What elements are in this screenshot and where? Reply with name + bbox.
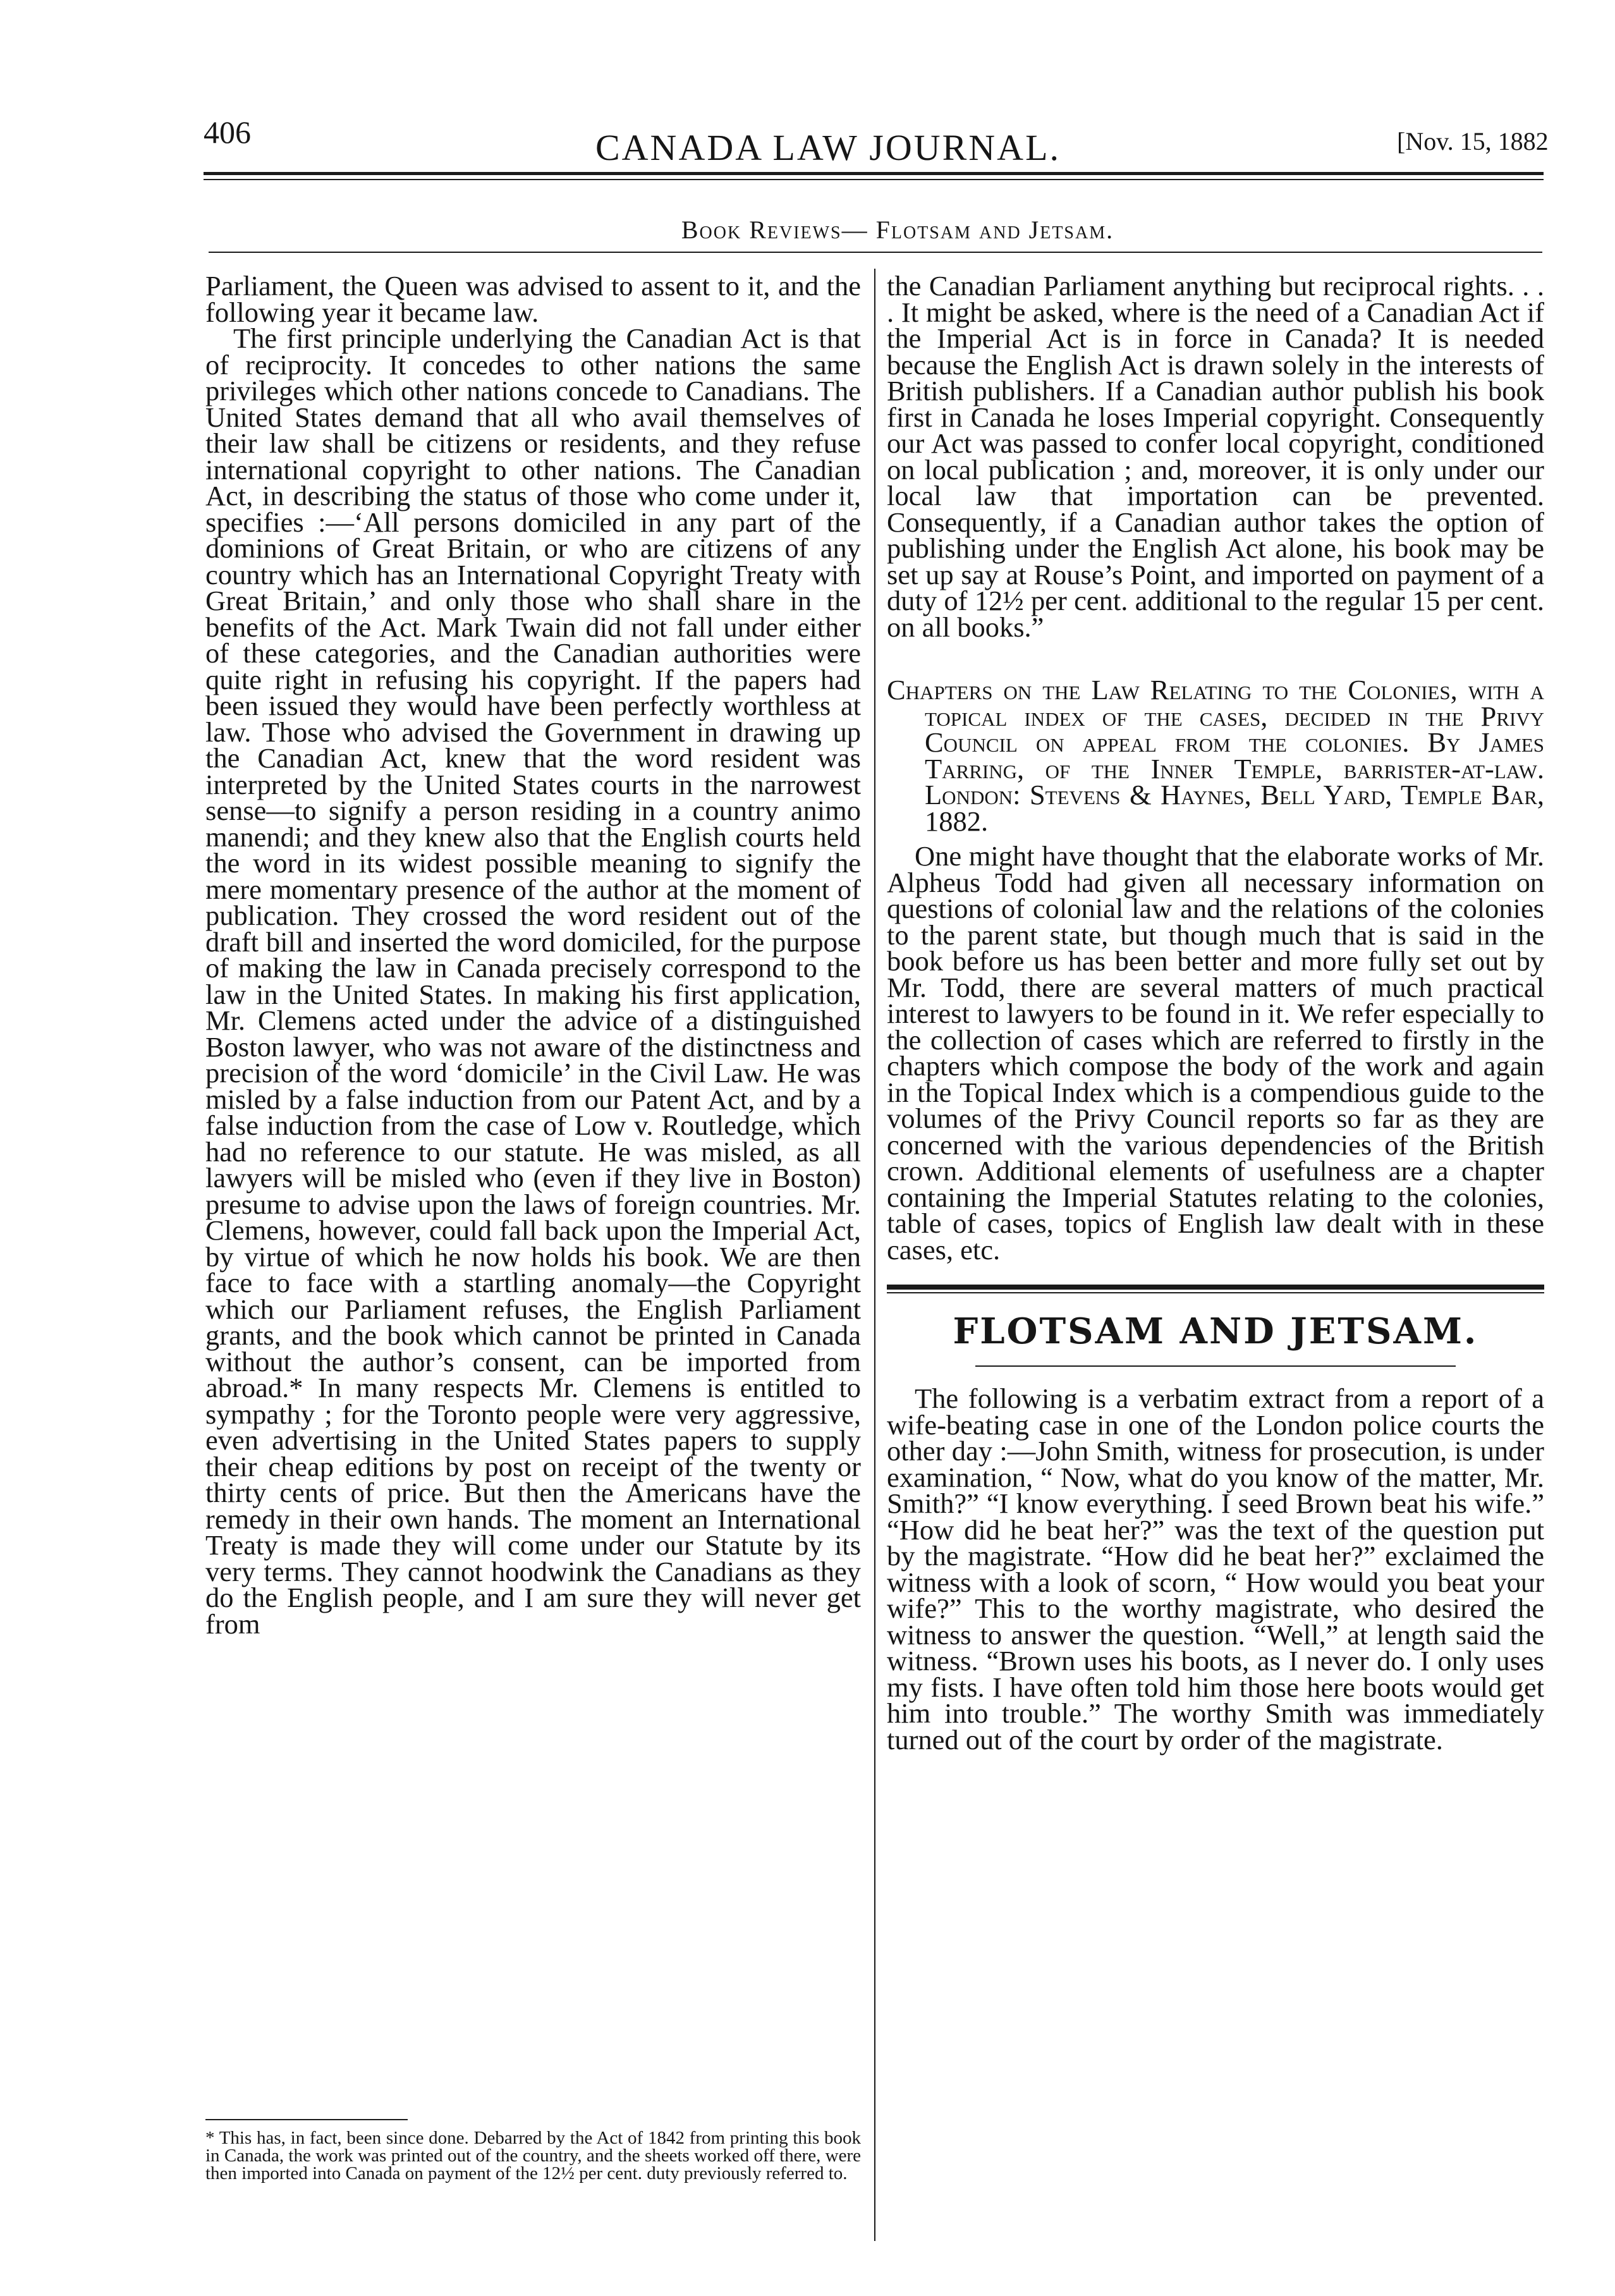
right-column xyxy=(887,270,1544,1756)
book-review-text: One might have thought that the elaborate works of Mr. Alpheus Todd had given all necessary information on questions of colonial law and the relations of the colonies to the parent state, but though much that is said in the book before us has been better and more fully set out by Mr. Todd, there are several matters of much practical interest to lawyers to be found in it. We refer especially to the collection of cases which are referred to firstly in the chapters which compose the body of the work and again in the Topical Index which is a compendious guide to the volumes of the Privy Council reports so far as they are concerned with the various dependencies of the British crown. Additional elements of usefulness are a chapter containing the Imperial Statutes relating to the colonies, table of cases, topics of English law dealt with in these cases, etc. xyxy=(887,840,1544,1266)
left-paragraph-1: Parliament, the Queen was advised to assent to it, and the following year it became law. xyxy=(205,270,861,328)
flotsam-title-underline xyxy=(975,1365,1456,1367)
column-divider xyxy=(874,269,875,2241)
journal-title: CANADA LAW JOURNAL. xyxy=(595,127,1061,168)
flotsam-title: FLOTSAM AND JETSAM. xyxy=(953,1310,1478,1352)
book-review-heading: Chapters on the Law Relating to the Colonies, with a topical index of the cases, decided in the Privy Council on appeal from the colonies. By James Tarring, of the Inner Temple, barrister-at-law. London: Stevens & Haynes, Bell Yard, Temple Bar, 1882. xyxy=(887,674,1544,837)
footnote-rule xyxy=(205,2119,408,2120)
section-heading: Book Reviews— Flotsam and Jetsam. xyxy=(681,216,1114,244)
footnote: * This has, in fact, been since done. Debarred by the Act of 1842 from printing this book in Canada, the work was printed out of the country, and the sheets worked off there, were then imported into Canada on payment of the 12½ per cent. duty previously referred to. xyxy=(205,2128,861,2183)
left-paragraph-2: The first principle underlying the Canadian Act is that of reciprocity. It concedes to other nations the same privileges which other nations concede to Canadians. The United States demand that all who avail themselves of their law shall be citizens or residents, and they refuse international copyright to other nations. The Canadian Act, in describing the status of those who come under it, specifies :—‘All persons domiciled in any part of the dominions of Great Britain, or who are citizens of any country which has an International Copyright Treaty with Great Britain,’ and only those who shall share in the benefits of the Act. Mark Twain did not fall under either of these categories, and the Canadian authorities were quite right in refusing his copyright. If the papers had been issued they would have been perfectly worthless at law. Those who advised the Government in drawing up the Canadian Act, knew that the word resident was interpreted by the United States courts in the narrowest sense—to signify a person residing in a country animo manendi; and they knew also that the English courts held the word in its widest possible meaning to signify the mere momentary presence of the author at the moment of publication. They crossed the word resident out of the draft bill and inserted the word domiciled, for the purpose of making the law in Canada precisely correspond to the law in the United States. In making his first application, Mr. Clemens acted under the advice of a distinguished Boston lawyer, who was not aware of the distinctness and precision of the word ‘domicile’ in the Civil Law. He was misled by a false induction from our Patent Act, and by a false induction from the case of Low v. Routledge, which had no reference to our statute. He was misled, as all lawyers will be misled who (even if they live in Boston) presume to advise upon the laws of foreign countries. Mr. Clemens, however, could fall back upon the Imperial Act, by virtue of which he now holds his book. We are then face to face with a startling anomaly—the Copyright which our Parliament refuses, the English Parliament grants, and the book which cannot be printed in Canada without the author’s consent, can be imported from abroad.* In many respects Mr. Clemens is entitled to sympathy ; for the Toronto people were very aggressive, even advertising in the United States papers to supply their cheap editions by post on receipt of the twenty or thirty cents of price. But then the Americans have the remedy in their own hands. The moment an International Treaty is made they will come under our Statute by its very terms. They cannot hoodwink the Canadians as they do the English people, and I am sure they will never get from xyxy=(205,322,861,1640)
section-rule xyxy=(209,252,1542,253)
quote-continuation: the Canadian Parliament anything but reciprocal rights. . . . It might be asked, where is the need of a Canadian Act if the Imperial Act is in force in Canada? It is needed because the English Act is drawn solely in the interests of British publishers. If a Canadian author publish his book first in Canada he loses Imperial copyright. Consequently our Act was passed to confer local copyright, conditioned on local publication ; and, moreover, it is only under our local law that importation can be prevented. Consequently, if a Canadian author takes the option of publishing under the English Act alone, his book may be set up say at Rouse’s Point, and imported on payment of a duty of 12½ per cent. additional to the regular 15 per cent. on all books.” xyxy=(887,270,1544,643)
header-rule-thick xyxy=(204,172,1544,175)
issue-date: [Nov. 15, 1882 xyxy=(1397,127,1549,156)
flotsam-section xyxy=(887,1285,1544,1756)
header-rule-thin xyxy=(204,179,1544,180)
flotsam-rule-thin xyxy=(887,1292,1544,1293)
left-column xyxy=(205,270,861,1640)
page-number: 406 xyxy=(204,114,251,150)
flotsam-rule-thick xyxy=(887,1285,1544,1290)
flotsam-text: The following is a verbatim extract from a report of a wife-beating case in one of the London police courts the other day :—John Smith, witness for prosecution, is under examination, “ Now, what do you know of the matter, Mr. Smith?” “I know everything. I seed Brown beat his wife.” “How did he beat her?” was the text of the question put by the magistrate. “How did he beat her?” exclaimed the witness with a look of scorn, “ How would you beat your wife?” This to the worthy magistrate, who desired the witness to answer the question. “Well,” at length said the witness. “Brown uses his boots, as I never do. I only uses my fists. I have often told him those here boots would get him into trouble.” The worthy Smith was immediately turned out of the court by order of the magistrate. xyxy=(887,1383,1544,1756)
